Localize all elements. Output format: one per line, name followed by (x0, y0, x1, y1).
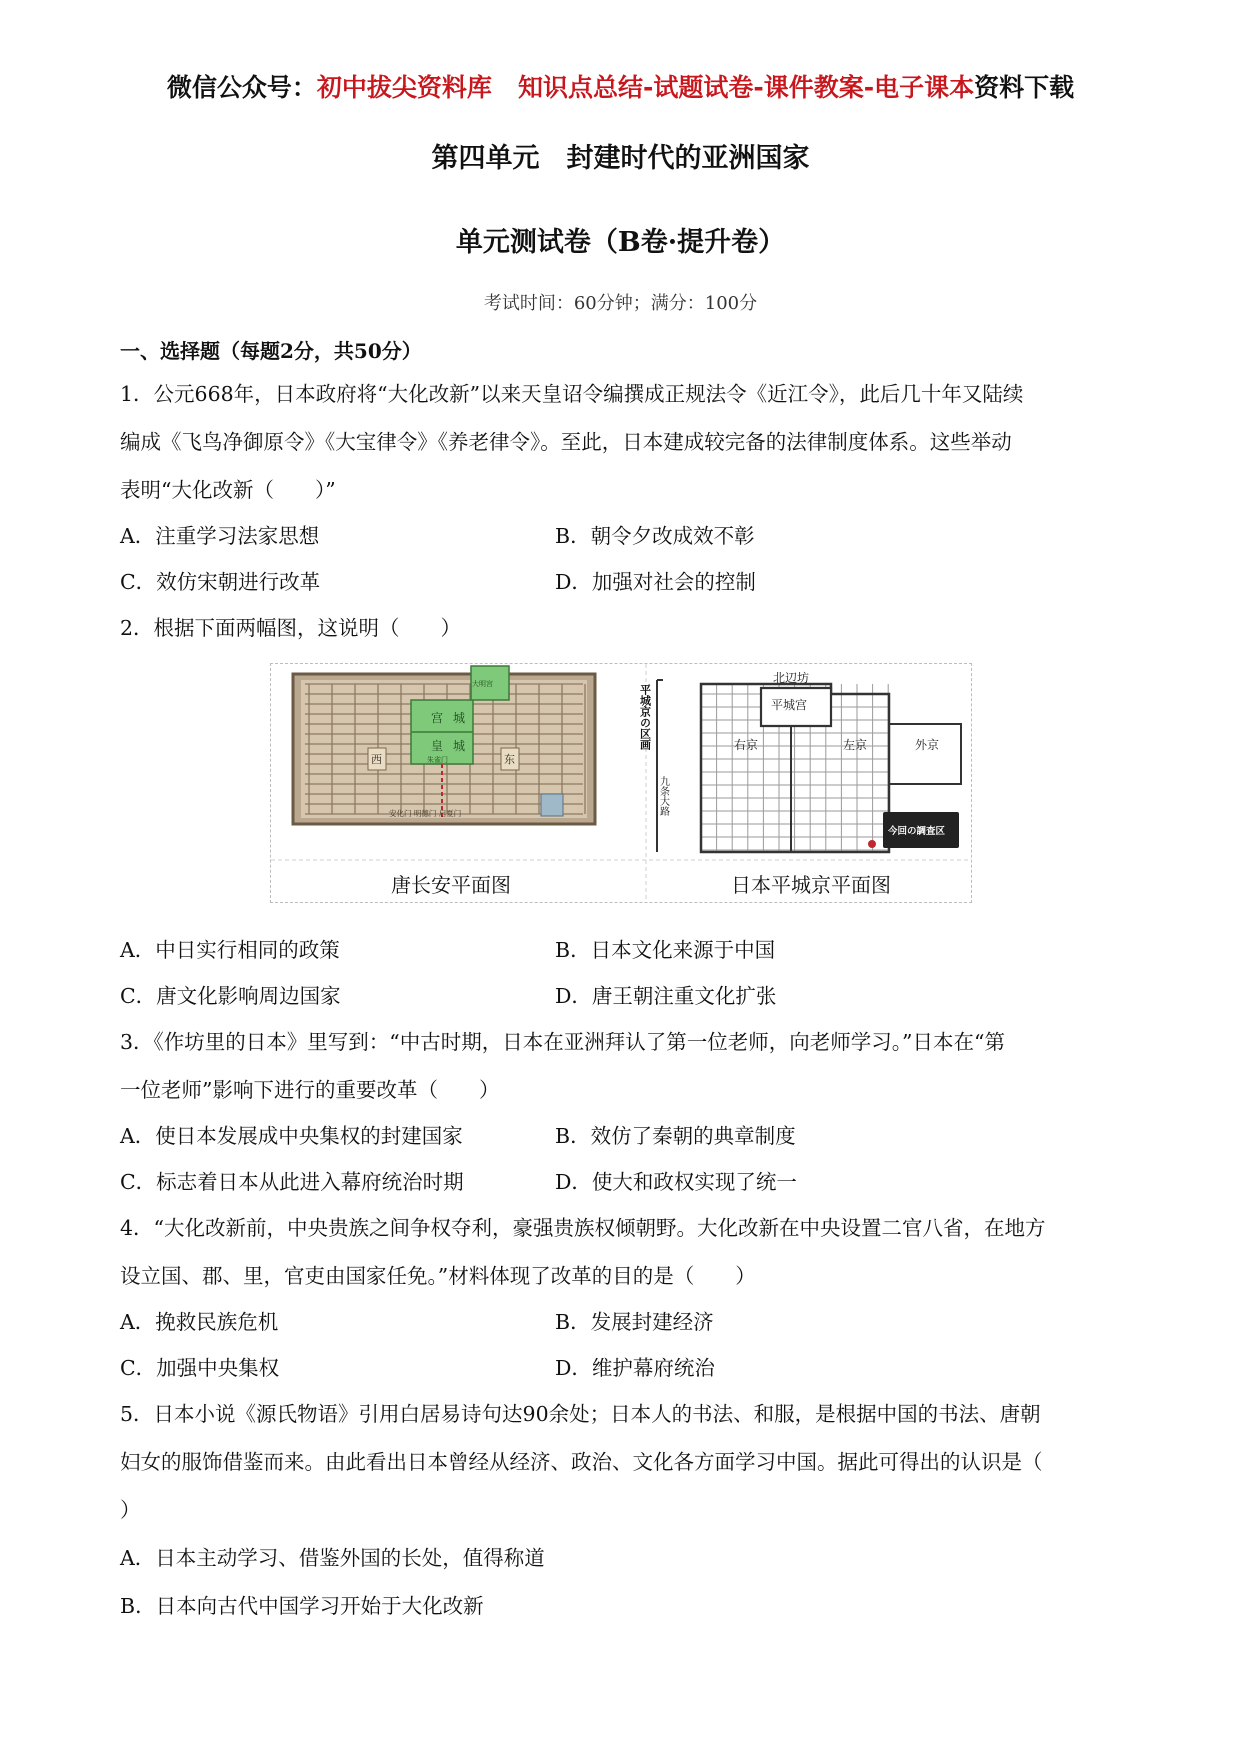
hj-survey-label: 今回の調査区 (888, 826, 946, 837)
q4-line-1: 4．“大化改新前，中央贵族之间争权夺利，豪强贵族权倾朝野。大化改新在中央设置二官八省，在地方 (120, 1216, 1046, 1240)
hj-vertical2: 九条大路 (657, 776, 669, 816)
hj-outer-label: 外京 (915, 738, 940, 752)
hj-right-label: 右京 (734, 738, 759, 752)
q4-option-a[interactable]: A．挽救民族危机 (120, 1310, 279, 1334)
ca-palace-label: 宫 (431, 711, 444, 725)
q5-line-3: ） (120, 1498, 141, 1522)
q4-option-c[interactable]: C．加强中央集权 (120, 1356, 280, 1380)
hj-palace-label: 平城宫 (771, 698, 808, 712)
left-caption: 唐长安平面图 (391, 873, 511, 897)
hj-north-label: 北辺坊 (773, 671, 810, 685)
q3-line-1: 3．《作坊里的日本》里写到：“中古时期，日本在亚洲拜认了第一位老师，向老师学习。”日本在“第 (120, 1030, 1005, 1054)
section-title: 一、选择题（每题2分，共50分） (120, 339, 422, 363)
q4-option-d[interactable]: D．维护幕府统治 (555, 1356, 715, 1380)
q2-line-1: 2．根据下面两幅图，这说明（ ） (120, 616, 462, 640)
q1-option-b[interactable]: B．朝令夕改成效不彰 (555, 524, 755, 548)
q1-line-3: 表明“大化改新（ ）” (120, 478, 336, 502)
ca-imperial-city-label: 城 (453, 739, 466, 753)
heijo-map (639, 671, 962, 852)
maps-figure (270, 663, 972, 903)
test-title: 单元测试卷（B卷·提升卷） (455, 227, 786, 258)
banner-suffix: 资料下载 (974, 73, 1075, 102)
ca-top-label: 大明宫 (472, 680, 493, 688)
ca-east-label: 东 (504, 753, 515, 766)
q2-option-c[interactable]: C．唐文化影响周边国家 (120, 984, 341, 1008)
unit-title: 第四单元 封建时代的亚洲国家 (431, 143, 810, 174)
q3-option-b[interactable]: B．效仿了秦朝的典章制度 (555, 1124, 796, 1148)
q5-line-1: 5．日本小说《源氏物语》引用白居易诗句达90余处；日本人的书法、和服，是根据中国的书法、唐朝 (120, 1402, 1041, 1426)
hj-vertical1: 平城京の区画 (638, 684, 652, 750)
banner-account: 初中拔尖资料库 (316, 73, 492, 102)
changan-map (293, 666, 595, 824)
maps-svg (271, 664, 971, 902)
q3-option-d[interactable]: D．使大和政权实现了统一 (555, 1170, 797, 1194)
q2-option-d[interactable]: D．唐王朝注重文化扩张 (555, 984, 777, 1008)
banner-resources: 知识点总结-试题试卷-课件教案-电子课本 (518, 73, 975, 102)
right-caption: 日本平城京平面图 (731, 873, 891, 897)
header-banner (0, 68, 1241, 104)
q1-option-d[interactable]: D．加强对社会的控制 (555, 570, 756, 594)
q5-option-b[interactable]: B．日本向古代中国学习开始于大化改新 (120, 1594, 484, 1618)
ca-west-label: 西 (371, 753, 382, 766)
q1-line-1: 1．公元668年，日本政府将“大化改新”以来天皇诏令编撰成正规法令《近江令》，此后几十年又陆续 (120, 382, 1024, 406)
hj-left-label: 左京 (843, 738, 868, 752)
exam-info: 考试时间：60分钟；满分：100分 (483, 293, 758, 314)
q5-line-2: 妇女的服饰借鉴而来。由此看出日本曾经从经济、政治、文化各方面学习中国。据此可得出的认识是（ (120, 1450, 1043, 1474)
q3-option-a[interactable]: A．使日本发展成中央集权的封建国家 (120, 1124, 463, 1148)
ca-gate-label: 朱雀门 (427, 756, 448, 764)
q4-line-2: 设立国、郡、里，官吏由国家任免。”材料体现了改革的目的是（ ） (120, 1264, 756, 1288)
q2-option-b[interactable]: B．日本文化来源于中国 (555, 938, 776, 962)
q4-option-b[interactable]: B．发展封建经济 (555, 1310, 714, 1334)
q3-option-c[interactable]: C．标志着日本从此进入幕府统治时期 (120, 1170, 464, 1194)
ca-city-label: 城 (453, 711, 466, 725)
q2-option-a[interactable]: A．中日实行相同的政策 (120, 938, 340, 962)
q5-option-a[interactable]: A．日本主动学习、借鉴外国的长处，值得称道 (120, 1546, 545, 1570)
q1-option-a[interactable]: A．注重学习法家思想 (120, 524, 320, 548)
q3-line-2: 一位老师”影响下进行的重要改革（ ） (120, 1078, 500, 1102)
ca-imperial-label: 皇 (431, 739, 444, 753)
ca-bottom-label: 安化门 明德门 启夏门 (389, 809, 462, 818)
banner-prefix: 微信公众号： (166, 73, 317, 102)
q1-option-c[interactable]: C．效仿宋朝进行改革 (120, 570, 321, 594)
q1-line-2: 编成《飞鸟净御原令》《大宝律令》《养老律令》。至此，日本建成较完备的法律制度体系。这些举动 (120, 430, 1012, 454)
